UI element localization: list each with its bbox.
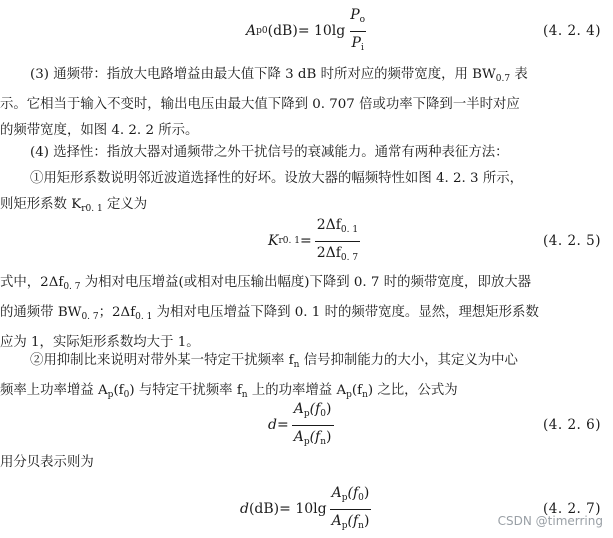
subscript: r0. 1 [81, 204, 103, 214]
eq-subscript: 0. 7 [340, 252, 359, 263]
equation-4-2-6 [0, 398, 613, 452]
paragraph-passband [0, 62, 613, 144]
paragraph-rect-coefficient-explanation [0, 270, 613, 356]
eq-symbol: A [293, 428, 304, 445]
equation-4-2-5 [0, 214, 613, 268]
text-line: 示。它相当于输入不变时，输出电压由最大值下降到 0. 707 倍或功率下降到一半时对应 [0, 97, 520, 112]
eq-subscript: p0 [256, 26, 268, 36]
subscript: 0 [123, 390, 130, 400]
eq-unit: (dB) [248, 501, 280, 517]
eq-operator: = [276, 417, 289, 433]
eq-argument: (f [309, 400, 321, 417]
eq-paren: ) [363, 512, 370, 529]
text-line: 应为 1，实际矩形系数均大于 1。 [0, 335, 200, 350]
eq-symbol: d [240, 501, 249, 517]
eq-subscript: p [303, 436, 310, 447]
fraction [315, 216, 360, 267]
fraction-denominator [350, 31, 366, 57]
fraction-denominator [292, 425, 334, 451]
equation-4-2-4 [0, 4, 613, 58]
fraction-numerator [315, 216, 360, 241]
text-line: 定义为 [102, 197, 148, 212]
watermark: CSDN @timerring [497, 514, 603, 528]
subscript: n [241, 390, 248, 400]
text-line: ①用矩形系数说明邻近波道选择性的好坏。设放大器的幅频特性如图 4. 2. 3 所示， [30, 171, 523, 186]
subscript: 0. 7 [81, 312, 99, 322]
subscript: n [362, 390, 368, 400]
text-line: (4) 选择性：指放大器对通频带之外干扰信号的衰减能力。通常有两种表征方法： [30, 145, 509, 160]
subscript: 0. 1 [135, 312, 153, 322]
text-line: 用分贝表示则为 [0, 455, 94, 470]
text-line: ；2Δf [98, 305, 136, 320]
fraction [292, 400, 334, 451]
eq-subscript: n [320, 436, 327, 447]
fraction-numerator [330, 484, 372, 509]
eq-subscript: i [360, 42, 364, 53]
eq-argument: (f [347, 512, 359, 529]
eq-argument: (f [309, 428, 321, 445]
equation-body [246, 4, 370, 58]
eq-subscript: n [358, 520, 364, 531]
equation-number: (4. 2. 6) [543, 417, 601, 433]
eq-symbol: K [268, 233, 279, 249]
eq-symbol: 2Δf [316, 244, 341, 261]
eq-subscript: 0 [358, 492, 364, 503]
text-line: 上的功率增益 A [247, 383, 347, 398]
equation-body [268, 214, 363, 268]
equation-body [240, 482, 374, 536]
eq-subscript: r0. 1 [278, 236, 300, 246]
eq-symbol: A [246, 23, 257, 39]
text-line: 的通频带 BW [0, 305, 82, 320]
eq-symbol: P [350, 6, 360, 23]
eq-paren: ) [363, 484, 370, 501]
fraction-denominator [330, 509, 372, 535]
text-line: 的频带宽度，如图 4. 2. 2 所示。 [0, 123, 199, 138]
equation-body [268, 398, 337, 452]
eq-subscript: p [303, 408, 310, 419]
text-line: 为相对电压增益(或相对电压输出幅度)下降到 0. 7 时的频带宽度，即放大器 [80, 275, 532, 290]
text-line: ) 之比，公式为 [367, 383, 458, 398]
fraction [348, 6, 367, 57]
eq-symbol: 2Δf [316, 216, 341, 233]
eq-unit: (dB) [267, 23, 298, 39]
text-line: (f [113, 383, 124, 398]
eq-paren: ) [326, 400, 332, 417]
text-line: (f [351, 383, 363, 398]
text-line: 表 [510, 67, 528, 82]
text-line: 为相对电压增益下降到 0. 1 时的频带宽度。显然，理想矩形系数 [152, 305, 539, 320]
text-line: (3) 通频带：指放大电路增益由最大值下降 3 dB 时所对应的频带宽度，用 BW [30, 67, 496, 82]
fraction-numerator [348, 6, 367, 31]
eq-operator: = [299, 233, 312, 249]
fraction-denominator [315, 241, 360, 267]
text-line: 式中，2Δf [0, 275, 64, 290]
equation-number: (4. 2. 4) [543, 23, 601, 39]
eq-subscript: p [341, 492, 348, 503]
eq-operator: = 10lg [297, 23, 346, 39]
eq-symbol: A [293, 400, 304, 417]
subscript: p [346, 390, 352, 400]
eq-symbol: P [351, 34, 361, 51]
eq-subscript: o [359, 14, 366, 25]
paragraph-db-intro [0, 450, 613, 476]
text-line: 频率上功率增益 A [0, 383, 108, 398]
eq-subscript: 0 [320, 408, 327, 419]
fraction [330, 484, 372, 535]
subscript: 0.7 [495, 74, 511, 84]
fraction-numerator [292, 400, 334, 425]
eq-symbol: d [268, 417, 277, 433]
subscript: n [293, 360, 300, 370]
eq-subscript: p [341, 520, 348, 531]
eq-paren: ) [326, 428, 332, 445]
subscript: 0. 7 [63, 282, 81, 292]
eq-subscript: 0. 1 [340, 224, 359, 235]
text-line: ②用抑制比来说明对带外某一特定干扰频率 f [30, 353, 294, 368]
text-line: ) 与特定干扰频率 f [129, 383, 242, 398]
subscript: p [107, 390, 114, 400]
paragraph-selectivity [0, 140, 613, 222]
eq-symbol: A [331, 512, 342, 529]
text-line: 则矩形系数 K [0, 197, 82, 212]
text-line: 信号抑制能力的大小，其定义为中心 [299, 353, 518, 368]
eq-symbol: A [331, 484, 342, 501]
eq-argument: (f [347, 484, 359, 501]
equation-number: (4. 2. 7) [543, 501, 601, 517]
equation-number: (4. 2. 5) [543, 233, 601, 249]
eq-operator: = 10lg [279, 501, 327, 517]
